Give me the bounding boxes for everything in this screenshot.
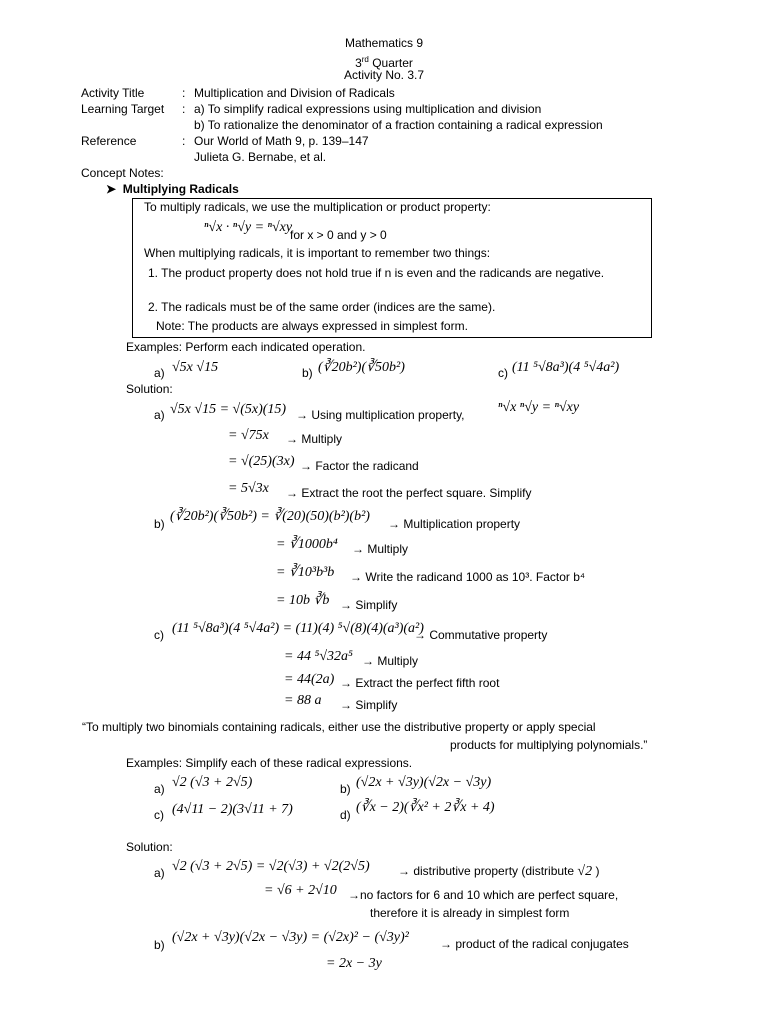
solution-label: a): [154, 866, 165, 880]
learning-target-label: Learning Target: [81, 102, 165, 116]
solution-label: a): [154, 408, 165, 422]
activity-number: Activity No. 3.7: [343, 68, 425, 82]
solution-c-step-4: = 88 a: [284, 693, 322, 708]
colon: :: [182, 86, 186, 100]
subject-title: Mathematics 9: [344, 36, 424, 50]
example-label: c): [154, 808, 164, 822]
distribute-sqrt2: √2: [577, 864, 593, 879]
solution-c-note-1: → Commutative property: [414, 628, 548, 642]
solution-2a-step-2: = √6 + 2√10: [264, 883, 337, 898]
binomials-quote-line-1: “To multiply two binomials containing radicals, either use the distributive property or apply special: [82, 720, 596, 734]
solution-a-note-4: → Extract the root the perfect square. Simplify: [286, 486, 532, 500]
reference-author: Julieta G. Bernabe, et al.: [194, 150, 327, 164]
activity-title-value: Multiplication and Division of Radicals: [194, 86, 395, 100]
solution-c-step-2: = 44 ⁵√32a⁵: [284, 649, 353, 664]
solution-c-note-3: → Extract the perfect fifth root: [340, 676, 500, 690]
solution-2b-step-2: = 2x − 3y: [326, 956, 382, 971]
example-b-expr: (∛20b²)(∛50b²): [318, 360, 405, 375]
solution-a-note-2: → Multiply: [286, 432, 343, 446]
learning-target-b: b) To rationalize the denominator of a fraction containing a radical expression: [194, 118, 603, 132]
quarter-number: 3: [355, 56, 362, 70]
box-remember: When multiplying radicals, it is important to remember two things:: [144, 246, 491, 260]
solution-heading: Solution:: [126, 382, 173, 396]
solution-2-heading: Solution:: [126, 840, 173, 854]
example-2c-expr: (4√11 − 2)(3√11 + 7): [172, 802, 293, 817]
box-note: Note: The products are always expressed in simplest form.: [156, 319, 468, 333]
solution-c-note-2: → Multiply: [362, 654, 419, 668]
box-rule-1: 1. The product property does not hold true if n is even and the radicands are negative.: [148, 266, 605, 280]
examples-2-heading: Examples: Simplify each of these radical expressions.: [126, 756, 413, 770]
solution-c-step-1: (11 ⁵√8a³)(4 ⁵√4a²) = (11)(4) ⁵√(8)(4)(a³)(a²): [172, 621, 424, 636]
solution-b-step-2: = ∛1000b⁴: [276, 537, 338, 552]
solution-2a-note-2: →no factors for 6 and 10 which are perfect square,: [348, 888, 619, 902]
solution-a-note-3: → Factor the radicand: [300, 459, 419, 473]
learning-target-a: a) To simplify radical expressions using multiplication and division: [194, 102, 542, 116]
solution-label: c): [154, 628, 164, 642]
example-label: b): [302, 366, 313, 380]
solution-b-step-1: (∛20b²)(∛50b²) = ∛(20)(50)(b²)(b²): [170, 509, 370, 524]
solution-2a-step-1: √2 (√3 + 2√5) = √2(√3) + √2(2√5): [172, 859, 370, 874]
example-2b-expr: (√2x + √3y)(√2x − √3y): [356, 775, 492, 790]
quarter-suffix: rd: [361, 55, 369, 64]
section-heading-text: Multiplying Radicals: [122, 182, 239, 196]
solution-a-step-1: √5x √15 = √(5x)(15): [170, 402, 287, 417]
solution-2a-note-text: → distributive property (distribute: [398, 864, 575, 878]
example-c-expr: (11 ⁵√8a³)(4 ⁵√4a²): [512, 360, 620, 375]
arrow-bullet-icon: ➤: [106, 182, 123, 196]
solution-2b-note-1: → product of the radical conjugates: [440, 937, 629, 951]
solution-b-note-3: → Write the radicand 1000 as 10³. Factor b⁴: [350, 570, 586, 584]
solution-b-step-4: = 10b ∛b: [276, 593, 330, 608]
solution-2a-note-1: [398, 864, 599, 879]
solution-b-note-4: → Simplify: [340, 598, 398, 612]
example-label: c): [498, 366, 508, 380]
property-condition: for x > 0 and y > 0: [290, 228, 387, 242]
solution-2b-step-1: (√2x + √3y)(√2x − √3y) = (√2x)² − (√3y)²: [172, 930, 409, 945]
solution-c-step-3: = 44(2a): [284, 672, 335, 687]
example-label: d): [340, 808, 351, 822]
reference-value: Our World of Math 9, p. 139–147: [194, 134, 369, 148]
section-heading: [106, 182, 239, 197]
solution-b-step-3: = ∛10³b³b: [276, 565, 335, 580]
binomials-quote-line-2: products for multiplying polynomials.”: [450, 738, 648, 752]
concept-notes-heading: Concept Notes:: [81, 166, 164, 180]
solution-a-property: ⁿ√x ⁿ√y = ⁿ√xy: [498, 400, 580, 415]
solution-a-step-4: = 5√3x: [228, 481, 269, 496]
box-intro: To multiply radicals, we use the multiplication or product property:: [144, 200, 491, 214]
colon: :: [182, 134, 186, 148]
quarter-word: Quarter: [368, 56, 413, 70]
activity-title-label: Activity Title: [81, 86, 145, 100]
close-paren: ): [595, 864, 600, 878]
solution-c-note-4: → Simplify: [340, 698, 398, 712]
solution-a-step-2: = √75x: [228, 428, 269, 443]
example-label: a): [154, 782, 165, 796]
box-rule-2: 2. The radicals must be of the same order (indices are the same).: [148, 300, 496, 314]
solution-label: b): [154, 517, 165, 531]
example-label: b): [340, 782, 351, 796]
solution-a-note-1: → Using multiplication property,: [296, 408, 465, 422]
solution-b-note-1: → Multiplication property: [388, 517, 521, 531]
solution-2a-note-3: therefore it is already in simplest form: [370, 906, 570, 920]
examples-heading: Examples: Perform each indicated operation.: [126, 340, 366, 354]
example-a-expr: √5x √15: [172, 360, 219, 375]
example-label: a): [154, 366, 165, 380]
example-2a-expr: √2 (√3 + 2√5): [172, 775, 253, 790]
product-property: ⁿ√x · ⁿ√y = ⁿ√xy: [204, 220, 293, 235]
colon: :: [182, 102, 186, 116]
reference-label: Reference: [81, 134, 137, 148]
solution-label: b): [154, 938, 165, 952]
solution-b-note-2: → Multiply: [352, 542, 409, 556]
solution-a-step-3: = √(25)(3x): [228, 454, 295, 469]
example-2d-expr: (∛x − 2)(∛x² + 2∛x + 4): [356, 800, 495, 815]
